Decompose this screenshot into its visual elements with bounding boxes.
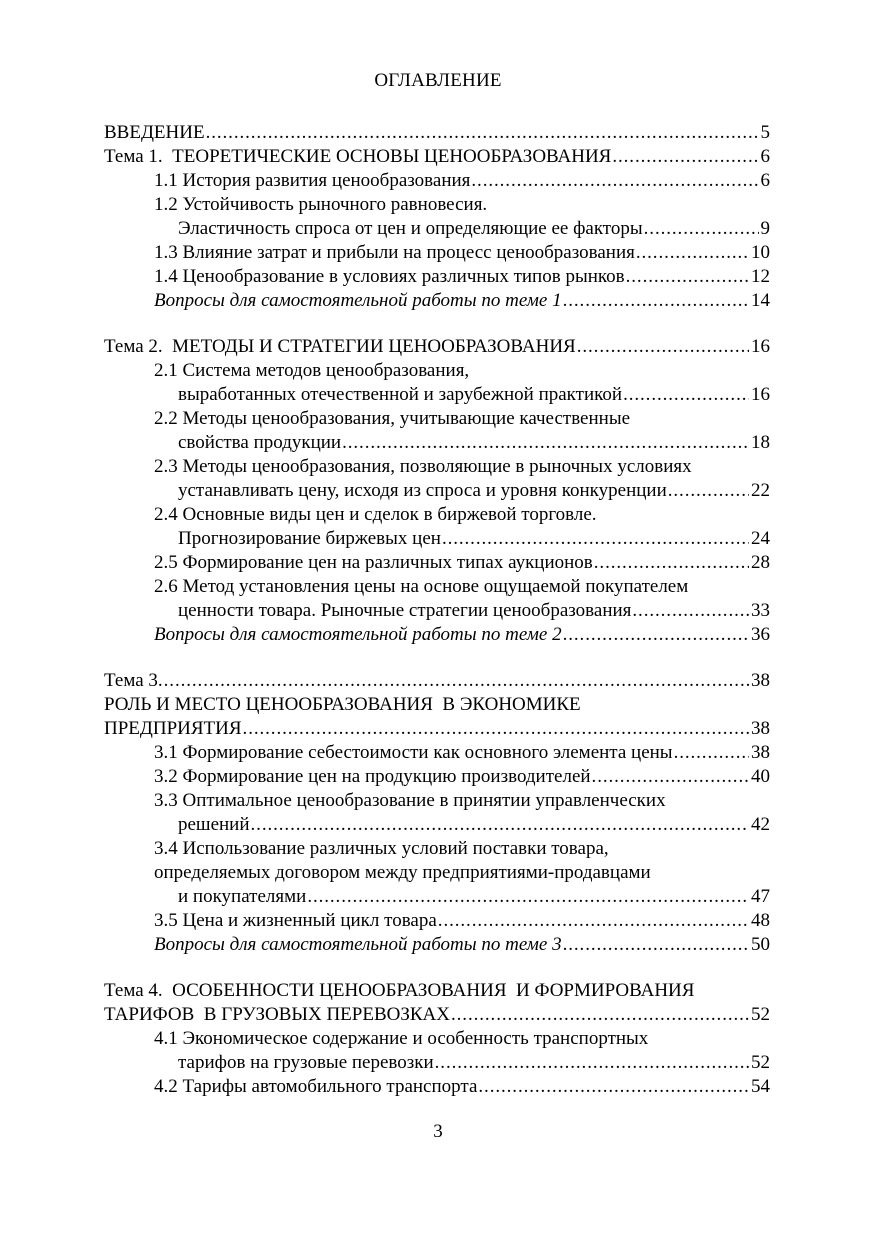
dot-leader <box>668 479 749 503</box>
toc-entry-text: решений <box>178 814 250 835</box>
toc-topic-3-title-line2[interactable] <box>104 717 770 741</box>
toc-section-2-1-line2[interactable] <box>104 383 770 407</box>
toc-questions-1[interactable] <box>104 289 770 313</box>
toc-section-2-5[interactable] <box>104 551 770 575</box>
toc-page-number: 9 <box>760 218 770 239</box>
toc-topic-4-heading-line2[interactable] <box>104 1003 770 1027</box>
toc-entry-text: 2.1 Система методов ценообразования, <box>154 360 470 381</box>
toc-section-1-3[interactable] <box>104 241 770 265</box>
dot-leader <box>632 599 749 623</box>
spacer <box>104 647 770 669</box>
dot-leader <box>674 741 749 765</box>
toc-page-number: 6 <box>760 170 770 191</box>
toc-page-number: 47 <box>751 886 770 907</box>
dot-leader <box>563 933 749 957</box>
toc-entry-text: 3.1 Формирование себестоимости как основного элемента цены <box>154 742 673 763</box>
dot-leader <box>251 813 749 837</box>
page-title: ОГЛАВЛЕНИЕ <box>374 70 502 91</box>
dot-leader <box>592 765 749 789</box>
toc-entry-text: Эластичность спроса от цен и определяющие ее факторы <box>178 218 643 239</box>
toc-entry-text: 3.4 Использование различных условий поставки товара, <box>154 838 609 859</box>
page-number: 3 <box>433 1121 443 1142</box>
toc-page-number: 52 <box>751 1004 770 1025</box>
toc-page-number: 10 <box>751 242 770 263</box>
toc-entry-text: Тема 3. <box>104 670 163 691</box>
toc-page-number: 24 <box>751 528 770 549</box>
dot-leader <box>438 909 749 933</box>
toc-section-3-5[interactable] <box>104 909 770 933</box>
toc-entry-text: устанавливать цену, исходя из спроса и уровня конкуренции <box>178 480 667 501</box>
toc-section-3-2[interactable] <box>104 765 770 789</box>
toc-entry-text: выработанных отечественной и зарубежной практикой <box>178 384 623 405</box>
spacer <box>104 957 770 979</box>
toc-page-number: 54 <box>751 1076 770 1097</box>
dot-leader <box>206 121 759 145</box>
toc-entry-text: определяемых договором между предприятиями-продавцами <box>154 862 651 883</box>
dot-leader <box>478 1075 749 1099</box>
dot-leader <box>243 717 749 741</box>
toc-entry-text: 2.6 Метод установления цены на основе ощущаемой покупателем <box>154 576 689 597</box>
toc-entry-text: 1.3 Влияние затрат и прибыли на процесс ценообразования <box>154 242 635 263</box>
toc-section-2-3-line1[interactable] <box>104 455 770 479</box>
dot-leader <box>594 551 749 575</box>
toc-page-number: 38 <box>751 670 770 691</box>
toc-page-number: 16 <box>751 336 770 357</box>
toc-entry-text: 2.4 Основные виды цен и сделок в биржевой торговле. <box>154 504 597 525</box>
dot-leader <box>644 217 759 241</box>
toc-page-number: 12 <box>751 266 770 287</box>
dot-leader <box>442 527 749 551</box>
toc-page-number: 14 <box>751 290 770 311</box>
toc-entry-text: свойства продукции <box>178 432 342 453</box>
toc-topic-3-title-line1[interactable] <box>104 693 770 717</box>
toc-entry-text: РОЛЬ И МЕСТО ЦЕНООБРАЗОВАНИЯ В ЭКОНОМИКЕ <box>104 694 581 715</box>
toc-entry-intro[interactable] <box>104 121 770 145</box>
toc-section-3-3-line2[interactable] <box>104 813 770 837</box>
dot-leader <box>623 383 749 407</box>
toc-page-number: 38 <box>751 742 770 763</box>
toc-entry-text: 2.2 Методы ценообразования, учитывающие качественные <box>154 408 631 429</box>
toc-page-number: 40 <box>751 766 770 787</box>
dot-leader <box>563 289 749 313</box>
toc-section-4-1-line1[interactable] <box>104 1027 770 1051</box>
toc-section-2-6-line1[interactable] <box>104 575 770 599</box>
toc-section-4-2[interactable] <box>104 1075 770 1099</box>
toc-entry-text: ценности товара. Рыночные стратегии ценообразования <box>178 600 632 621</box>
toc-entry-text: ПРЕДПРИЯТИЯ <box>104 718 242 739</box>
toc-entry-text: Вопросы для самостоятельной работы по теме 1 <box>154 290 562 311</box>
dot-leader <box>435 1051 749 1075</box>
toc-entry-text: 2.5 Формирование цен на различных типах аукционов <box>154 552 593 573</box>
toc-section-2-4-line1[interactable] <box>104 503 770 527</box>
toc-section-3-4-line2[interactable] <box>104 861 770 885</box>
toc-section-3-4-line3[interactable] <box>104 885 770 909</box>
toc-section-1-2-line2[interactable] <box>104 217 770 241</box>
toc-topic-4-heading-line1[interactable] <box>104 979 770 1003</box>
toc-section-1-1[interactable] <box>104 169 770 193</box>
toc-section-3-1[interactable] <box>104 741 770 765</box>
toc-entry-text: Тема 1. ТЕОРЕТИЧЕСКИЕ ОСНОВЫ ЦЕНООБРАЗОВАНИЯ <box>104 146 612 167</box>
toc-section-4-1-line2[interactable] <box>104 1051 770 1075</box>
toc-section-1-4[interactable] <box>104 265 770 289</box>
toc-topic-1-heading[interactable] <box>104 145 770 169</box>
toc-page-number: 36 <box>751 624 770 645</box>
toc-section-2-2-line1[interactable] <box>104 407 770 431</box>
dot-leader <box>612 145 758 169</box>
toc-entry-text: 1.4 Ценообразование в условиях различных типов рынков <box>154 266 625 287</box>
toc-topic-2-heading[interactable] <box>104 335 770 359</box>
toc-section-2-1-line1[interactable] <box>104 359 770 383</box>
toc-entry-text: 4.2 Тарифы автомобильного транспорта <box>154 1076 478 1097</box>
toc-section-2-2-line2[interactable] <box>104 431 770 455</box>
toc-page-number: 22 <box>751 480 770 501</box>
dot-leader <box>626 265 749 289</box>
toc-entry-text: 3.5 Цена и жизненный цикл товара <box>154 910 437 931</box>
toc-page-number: 52 <box>751 1052 770 1073</box>
toc-entry-text: ТАРИФОВ В ГРУЗОВЫХ ПЕРЕВОЗКАХ <box>104 1004 450 1025</box>
toc-entry-text: Прогнозирование биржевых цен <box>178 528 441 549</box>
toc-page-number: 48 <box>751 910 770 931</box>
toc-entry-text: Вопросы для самостоятельной работы по теме 2 <box>154 624 562 645</box>
toc-page-number: 5 <box>760 122 770 143</box>
toc-section-1-2-line1[interactable] <box>104 193 770 217</box>
dot-leader <box>164 669 749 693</box>
toc-page-number: 18 <box>751 432 770 453</box>
toc-page-number: 28 <box>751 552 770 573</box>
toc-section-2-4-line2[interactable] <box>104 527 770 551</box>
spacer <box>104 313 770 335</box>
table-of-contents <box>104 121 770 1099</box>
dot-leader <box>451 1003 749 1027</box>
toc-topic-3-heading[interactable] <box>104 669 770 693</box>
dot-leader <box>563 623 749 647</box>
toc-section-3-3-line1[interactable] <box>104 789 770 813</box>
toc-entry-text: 1.1 История развития ценообразования <box>154 170 471 191</box>
toc-questions-2[interactable] <box>104 623 770 647</box>
toc-page-number: 42 <box>751 814 770 835</box>
dot-leader <box>342 431 749 455</box>
dot-leader <box>636 241 749 265</box>
toc-entry-text: 3.2 Формирование цен на продукцию производителей <box>154 766 591 787</box>
toc-section-3-4-line1[interactable] <box>104 837 770 861</box>
toc-page-number: 33 <box>751 600 770 621</box>
toc-entry-text: 3.3 Оптимальное ценообразование в принятии управленческих <box>154 790 666 811</box>
toc-questions-3[interactable] <box>104 933 770 957</box>
toc-entry-text: 4.1 Экономическое содержание и особенность транспортных <box>154 1028 649 1049</box>
toc-section-2-3-line2[interactable] <box>104 479 770 503</box>
toc-entry-text: Вопросы для самостоятельной работы по теме 3 <box>154 934 562 955</box>
toc-entry-text: тарифов на грузовые перевозки <box>178 1052 434 1073</box>
toc-page-number: 38 <box>751 718 770 739</box>
toc-entry-text: ВВЕДЕНИЕ <box>104 122 205 143</box>
toc-page-number: 50 <box>751 934 770 955</box>
dot-leader <box>577 335 749 359</box>
toc-entry-text: 2.3 Методы ценообразования, позволяющие в рыночных условиях <box>154 456 692 477</box>
toc-page-number: 16 <box>751 384 770 405</box>
dot-leader <box>307 885 749 909</box>
toc-entry-text: Тема 4. ОСОБЕННОСТИ ЦЕНООБРАЗОВАНИЯ И ФОРМИРОВАНИЯ <box>104 980 695 1001</box>
toc-entry-text: и покупателями <box>178 886 307 907</box>
toc-entry-text: Тема 2. МЕТОДЫ И СТРАТЕГИИ ЦЕНООБРАЗОВАНИЯ <box>104 336 576 357</box>
toc-section-2-6-line2[interactable] <box>104 599 770 623</box>
toc-page-number: 6 <box>760 146 770 167</box>
toc-entry-text: 1.2 Устойчивость рыночного равновесия. <box>154 194 488 215</box>
dot-leader <box>471 169 758 193</box>
